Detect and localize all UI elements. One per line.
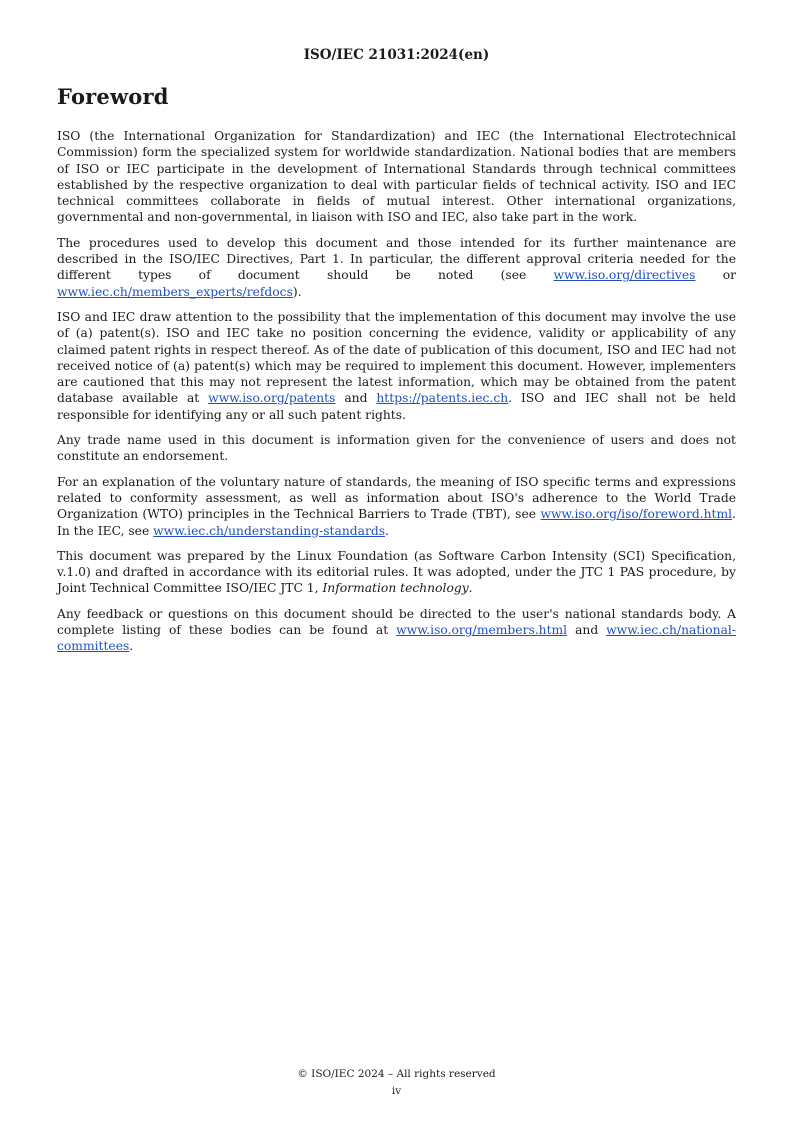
paragraph-voluntary-nature xyxy=(57,474,736,539)
paragraph-procedures xyxy=(57,235,736,300)
link-iso-members[interactable]: www.iso.org/members.html xyxy=(396,623,568,638)
paragraph-text: and xyxy=(567,623,607,638)
paragraph-text: ). xyxy=(292,284,302,299)
paragraph-text: or xyxy=(695,268,736,283)
page-footer xyxy=(0,1066,793,1100)
paragraph-text: . In the IEC, see xyxy=(57,507,736,538)
paragraph-text: . xyxy=(129,639,134,654)
paragraph-text: The procedures used to develop this document and those intended for its further maintenance are described in the ISO/IEC Directives, Part 1. In particular, the different approval criteria needed for the different types of document should be noted (see xyxy=(57,235,736,283)
document-identifier: ISO/IEC 21031:2024(en) xyxy=(303,47,490,63)
paragraph-feedback xyxy=(57,606,736,655)
link-iec-national-committees[interactable]: www.iec.ch/national-committees xyxy=(57,623,736,654)
link-iec-understanding-standards[interactable]: www.iec.ch/understanding-standards xyxy=(153,523,386,538)
paragraph-text: For an explanation of the voluntary nature of standards, the meaning of ISO specific terms and expressions related to conformity assessment, as well as information about ISO's adherence to the World Trade Organization (WTO) principles in the Technical Barriers to Trade (TBT), see xyxy=(57,474,736,522)
committee-name: Information technology xyxy=(322,581,469,596)
link-iec-refdocs[interactable]: www.iec.ch/members_experts/refdocs xyxy=(57,284,293,299)
link-iso-foreword[interactable]: www.iso.org/iso/foreword.html xyxy=(540,507,733,522)
page-title: Foreword xyxy=(57,84,169,109)
paragraph-text: . xyxy=(385,523,389,538)
link-iec-patents[interactable]: https://patents.iec.ch xyxy=(376,391,509,406)
link-iso-patents[interactable]: www.iso.org/patents xyxy=(208,391,336,406)
page-number: iv xyxy=(391,1085,402,1097)
paragraph-standardization-bodies: ISO (the International Organization for Standardization) and IEC (the International Electrotechnical Commission) form the specialized system for worldwide standardization. National bodies that are members of ISO or IEC participate in the development of International Standards through technical committees established by the respective organization to deal with particular fields of technical activity. ISO and IEC technical committees collaborate in fields of mutual interest. Other international organizations, governmental and non-governmental, in liaison with ISO and IEC, also take part in the work. xyxy=(57,129,736,225)
paragraph-patents xyxy=(57,309,736,423)
paragraph-text: This document was prepared by the Linux Foundation (as Software Carbon Intensity (SCI) Specification, v.1.0) and drafted in accordance with its editorial rules. It was adopted, under the JTC 1 PAS procedure, by Joint Technical Committee ISO/IEC JTC 1, xyxy=(57,548,736,596)
copyright-notice: © ISO/IEC 2024 – All rights reserved xyxy=(297,1068,496,1080)
foreword-body xyxy=(57,128,736,664)
paragraph-text: ISO and IEC draw attention to the possibility that the implementation of this document may involve the use of (a) patent(s). ISO and IEC take no position concerning the evidence, validity or applicability of any claimed patent rights in respect thereof. As of the date of publication of this document, ISO and IEC had not received notice of (a) patent(s) which may be required to implement this document. However, implementers are cautioned that this may not represent the latest information, which may be obtained from the patent database available at xyxy=(57,309,736,406)
link-iso-directives[interactable]: www.iso.org/directives xyxy=(553,268,696,283)
paragraph-text: and xyxy=(335,391,377,406)
paragraph-preparation xyxy=(57,548,736,597)
paragraph-text: . xyxy=(468,581,473,596)
paragraph-trade-name: Any trade name used in this document is information given for the convenience of users and does not constitute an endorsement. xyxy=(57,433,736,464)
paragraph-text: . ISO and IEC shall not be held responsible for identifying any or all such patent rights. xyxy=(57,391,736,422)
paragraph-text: Any feedback or questions on this document should be directed to the user's national standards body. A complete listing of these bodies can be found at xyxy=(57,606,736,638)
